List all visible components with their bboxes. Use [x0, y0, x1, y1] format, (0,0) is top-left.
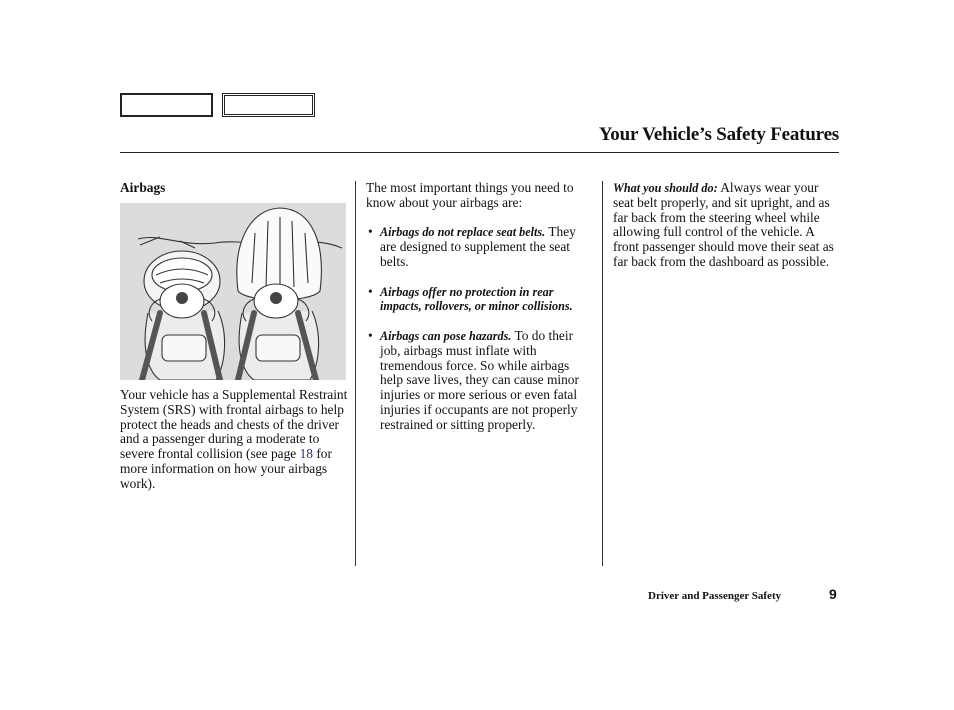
bullet-emphasis: Airbags do not replace seat belts. [380, 225, 546, 240]
list-item [366, 329, 594, 433]
column-1 [120, 181, 350, 196]
body-text: for more information on how your airbags work). [120, 446, 332, 491]
page-reference-link[interactable]: 18 [299, 446, 313, 462]
bullet-icon: • [368, 283, 373, 299]
airbag-illustration-drawing [120, 203, 346, 380]
advice-text: Always wear your seat belt properly, and sit upright, and as far back from the steering wheel while allowing full control of the vehicle. A front passenger should move their seat as far back from the dashboard as possible. [613, 180, 834, 269]
header-rule [120, 152, 839, 153]
previous-page-button[interactable] [120, 93, 213, 117]
airbag-illustration [120, 203, 346, 380]
page-number: 9 [829, 586, 837, 602]
bullet-icon: • [368, 224, 373, 240]
bullet-emphasis: Airbags offer no protection in rear impacts, rollovers, or minor collisions. [380, 284, 573, 314]
column-3 [613, 181, 837, 270]
column-divider [355, 181, 356, 566]
page-title: Your Vehicle’s Safety Features [598, 124, 839, 145]
list-item [366, 285, 594, 315]
bullet-text: They are designed to supplement the seat belts. [380, 224, 576, 269]
intro-text: The most important things you need to know about your airbags are: [366, 180, 574, 210]
column-1-body [120, 388, 350, 492]
column-2 [366, 181, 594, 433]
list-item [366, 225, 594, 269]
footer-section-title: Driver and Passenger Safety [648, 590, 782, 602]
bullet-text: To do their job, airbags must inflate with tremendous force. So while airbags help save lives, they can cause minor injuries or more serious or even fatal injuries if occupants are not properly restrained or sitting properly. [380, 327, 579, 432]
section-heading: Airbags [120, 180, 166, 195]
bullet-emphasis: Airbags can pose hazards. [380, 328, 512, 343]
column-divider [602, 181, 603, 566]
advice-lead: What you should do: [613, 181, 718, 195]
bullet-icon: • [368, 327, 373, 343]
next-page-button[interactable] [222, 93, 315, 117]
body-text: Your vehicle has a Supplemental Restraint System (SRS) with frontal airbags to help protect the heads and chests of the driver and a passenger during a moderate to severe frontal collision (see page [120, 387, 348, 462]
